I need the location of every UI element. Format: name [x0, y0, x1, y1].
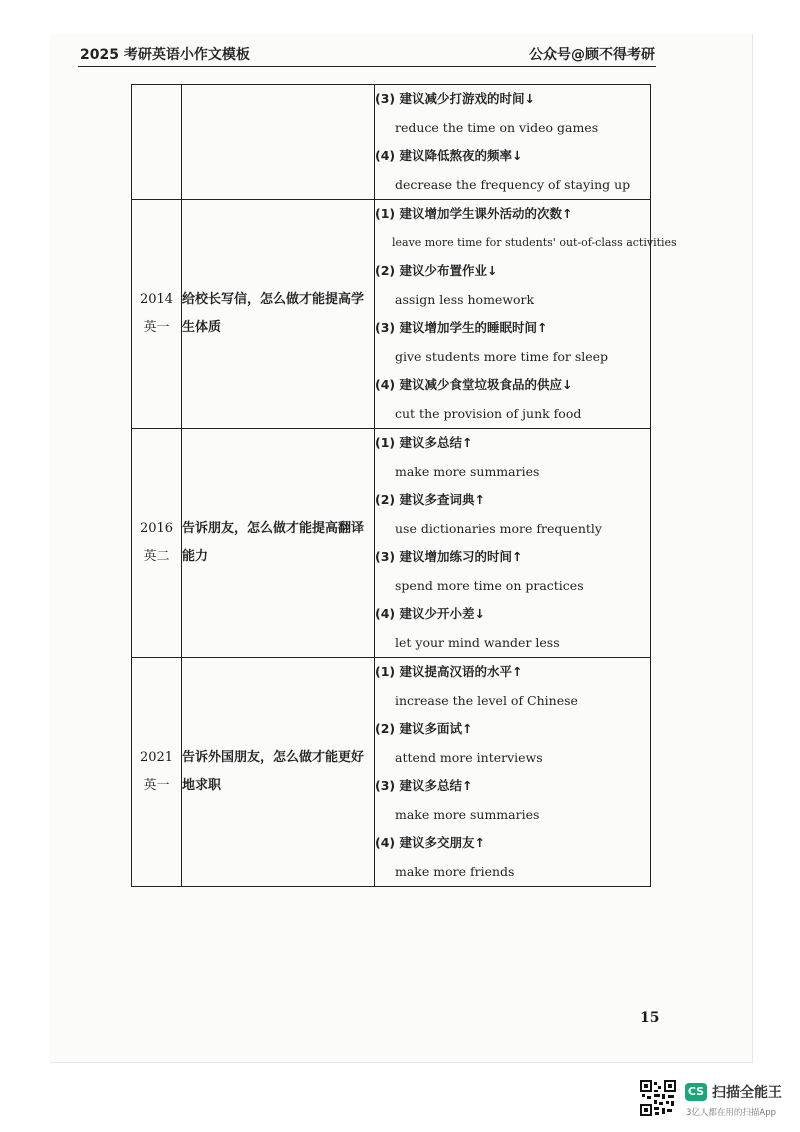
suggestion-cn: (4) 建议减少食堂垃圾食品的供应↓ [375, 377, 573, 392]
table-row [132, 429, 651, 658]
table-row [132, 658, 651, 887]
page-number: 15 [640, 1010, 660, 1026]
suggestion-cn: (3) 建议多总结↑ [375, 778, 473, 793]
suggestion-en: reduce the time on video games [395, 119, 599, 135]
year-cell [132, 658, 182, 887]
suggestion-en: leave more time for students' out-of-class activities [392, 235, 677, 249]
header-account: 公众号@顾不得考研 [529, 47, 655, 63]
suggestion-en: let your mind wander less [395, 634, 560, 650]
suggestion-cn: (1) 建议多总结↑ [375, 435, 473, 450]
paper-text: 英一 [143, 320, 170, 335]
topic-cell: 告诉朋友，怎么做才能提高翻译能力 [182, 429, 375, 658]
suggestion-cn: (2) 建议多查词典↑ [375, 492, 485, 507]
table-row [132, 200, 651, 429]
camscanner-logo: CS [685, 1083, 707, 1101]
suggestion-cn: (1) 建议提高汉语的水平↑ [375, 664, 523, 679]
suggestion-en: make more friends [395, 863, 515, 879]
suggestion-cn: (4) 建议少开小差↓ [375, 606, 485, 621]
year-cell [132, 429, 182, 658]
table-row [132, 85, 651, 200]
suggestion-cn: (1) 建议增加学生课外活动的次数↑ [375, 206, 573, 221]
paper-text: 英一 [143, 778, 170, 793]
suggestion-en: give students more time for sleep [395, 348, 609, 364]
suggestion-en: make more summaries [395, 806, 540, 822]
suggestion-en: make more summaries [395, 463, 540, 479]
suggestion-en: assign less homework [395, 291, 535, 307]
topic-cell: 给校长写信，怎么做才能提高学生体质 [182, 200, 375, 429]
topic-cell [182, 85, 375, 200]
suggestions-cell [375, 85, 651, 200]
year-cell [132, 85, 182, 200]
suggestion-en: spend more time on practices [395, 577, 584, 593]
suggestion-cn: (3) 建议增加练习的时间↑ [375, 549, 523, 564]
suggestion-cn: (3) 建议增加学生的睡眠时间↑ [375, 320, 548, 335]
topic-cell: 告诉外国朋友，怎么做才能更好地求职 [182, 658, 375, 887]
suggestion-en: increase the level of Chinese [395, 692, 578, 708]
year-text: 2014 [139, 292, 174, 307]
paper-text: 英二 [143, 549, 170, 564]
header-title: 2025 考研英语小作文模板 [80, 47, 250, 63]
suggestion-cn: (2) 建议少布置作业↓ [375, 263, 498, 278]
suggestion-cn: (4) 建议多交朋友↑ [375, 835, 485, 850]
suggestions-cell [375, 658, 651, 887]
suggestions-cell [375, 200, 677, 429]
suggestion-en: decrease the frequency of staying up [395, 176, 631, 192]
suggestion-cn: (2) 建议多面试↑ [375, 721, 473, 736]
suggestions-cell [375, 429, 651, 658]
scanner-tagline: 3亿人都在用的扫描App [686, 1108, 777, 1118]
scanner-app-name: 扫描全能王 [712, 1085, 782, 1101]
qr-code-icon [640, 1080, 676, 1116]
suggestion-cn: (3) 建议减少打游戏的时间↓ [375, 91, 535, 106]
template-table [131, 84, 677, 887]
suggestion-en: cut the provision of junk food [395, 405, 582, 421]
header-divider [78, 66, 656, 67]
year-text: 2021 [139, 750, 174, 765]
suggestion-cn: (4) 建议降低熬夜的频率↓ [375, 148, 523, 163]
year-cell [132, 200, 182, 429]
suggestion-en: use dictionaries more frequently [395, 520, 602, 536]
suggestion-en: attend more interviews [395, 749, 543, 765]
year-text: 2016 [139, 521, 174, 536]
